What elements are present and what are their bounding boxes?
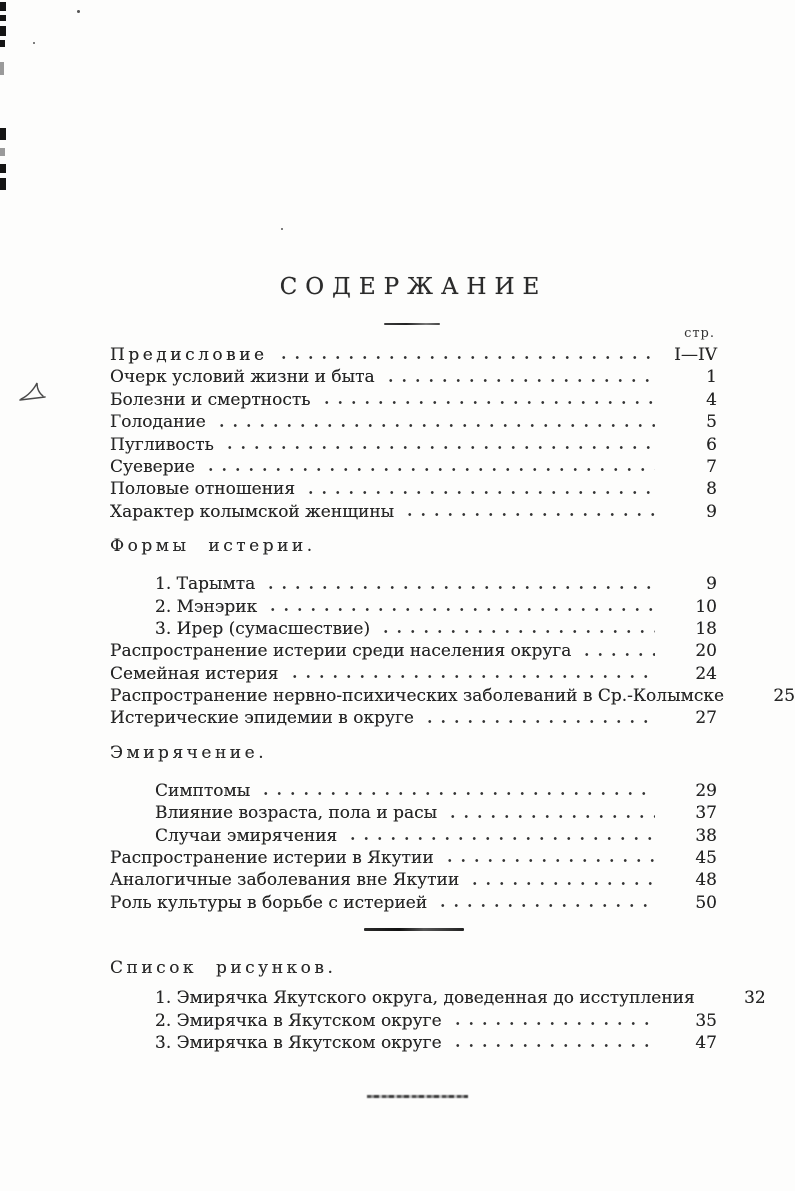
page-number: 50 xyxy=(695,892,717,913)
toc-row xyxy=(110,892,717,914)
section-heading: Формы истерии. xyxy=(110,536,316,557)
dot-leader xyxy=(346,825,655,847)
toc-row xyxy=(110,434,717,456)
scan-artifact xyxy=(0,62,4,75)
scan-artifact xyxy=(0,2,6,11)
toc-row xyxy=(110,1032,717,1054)
dot-leader xyxy=(451,1032,655,1054)
scan-artifact xyxy=(0,15,6,21)
toc-row-label: Очерк условий жизни и быта xyxy=(110,367,375,388)
dot-leader xyxy=(223,434,655,456)
dot-leader xyxy=(446,802,655,824)
toc-row-label: Характер колымской женщины xyxy=(110,501,395,522)
page-title: СОДЕРЖАНИЕ xyxy=(279,274,548,300)
toc-row xyxy=(110,596,717,618)
toc-row-label: Влияние возраста, пола и расы xyxy=(155,803,438,824)
toc-row xyxy=(110,501,717,523)
toc-row xyxy=(110,780,717,802)
page-column-header: стр. xyxy=(684,326,715,341)
scan-artifact xyxy=(0,40,5,47)
toc xyxy=(110,326,795,1054)
scan-artifact xyxy=(0,164,6,173)
page-number: 47 xyxy=(695,1032,717,1053)
dot-leader xyxy=(379,618,655,640)
page-number: 48 xyxy=(695,870,717,891)
toc-row xyxy=(110,987,766,1009)
section-heading: Список рисунков. xyxy=(110,958,337,979)
scan-artifact xyxy=(0,178,6,190)
toc-row-label: 2. Эмирячка в Якутском округе xyxy=(155,1010,442,1031)
toc-row-label: 1. Эмирячка Якутского округа, доведенная до исступления xyxy=(155,988,695,1009)
page-number: 20 xyxy=(695,641,717,662)
scan-speck xyxy=(33,42,35,44)
toc-row-label: 3. Эмирячка в Якутском округе xyxy=(155,1032,442,1053)
toc-row xyxy=(110,618,717,640)
bottom-ornament xyxy=(367,1095,468,1098)
page-number: 5 xyxy=(706,412,717,433)
dot-leader xyxy=(403,501,655,523)
dot-leader xyxy=(468,869,655,891)
toc-row-label: Болезни и смертность xyxy=(110,389,311,410)
page-number: 45 xyxy=(695,848,717,869)
scan-speck xyxy=(281,228,283,230)
dot-leader xyxy=(436,892,655,914)
toc-body xyxy=(110,344,795,1054)
dot-leader xyxy=(288,663,655,685)
toc-row-label: Суеверие xyxy=(110,456,195,477)
toc-row-label: 3. Ирер (сумасшествие) xyxy=(155,618,371,639)
page-number: 27 xyxy=(695,708,717,729)
section-divider xyxy=(364,928,464,931)
toc-row xyxy=(110,825,717,847)
dot-leader xyxy=(259,780,655,802)
toc-row xyxy=(110,478,717,500)
dot-leader xyxy=(423,707,655,729)
page-number: 10 xyxy=(695,596,717,617)
toc-row-label: Распространение истерии среди населения округа xyxy=(110,641,572,662)
page-number: 9 xyxy=(706,501,717,522)
page-number: 4 xyxy=(706,389,717,410)
toc-row-label: Предисловие xyxy=(110,345,268,365)
page-number: 8 xyxy=(706,479,717,500)
dot-leader xyxy=(320,389,656,411)
toc-row xyxy=(110,663,717,685)
title-divider xyxy=(384,323,440,325)
toc-row xyxy=(110,847,717,869)
dot-leader xyxy=(443,847,655,869)
toc-row xyxy=(110,389,717,411)
toc-row-label: Симптомы xyxy=(155,780,251,801)
page-number: 32 xyxy=(744,988,766,1009)
toc-row-label: Аналогичные заболевания вне Якутии xyxy=(110,870,460,891)
toc-row-label: Распространение истерии в Якутии xyxy=(110,848,434,869)
section-heading: Эмирячение. xyxy=(110,742,268,763)
pencil-mark xyxy=(17,380,49,404)
dot-leader xyxy=(266,596,655,618)
toc-row xyxy=(110,685,795,707)
scan-artifact xyxy=(0,26,6,36)
toc-row xyxy=(110,1010,717,1032)
toc-row xyxy=(110,707,717,729)
toc-row-label: Истерические эпидемии в округе xyxy=(110,708,414,729)
toc-row-label: Половые отношения xyxy=(110,479,296,500)
page-number: 38 xyxy=(695,825,717,846)
toc-row-label: Роль культуры в борьбе с истерией xyxy=(110,892,428,913)
page-number: 37 xyxy=(695,803,717,824)
dot-leader xyxy=(277,344,655,366)
toc-row-label: Семейная истерия xyxy=(110,663,279,684)
toc-row xyxy=(110,573,717,595)
toc-row xyxy=(110,869,717,891)
toc-row xyxy=(110,344,717,366)
dot-leader xyxy=(204,456,655,478)
scan-speck xyxy=(77,10,80,13)
toc-row-label: 2. Мэнэрик xyxy=(155,596,258,617)
dot-leader xyxy=(384,366,655,388)
toc-row xyxy=(110,456,717,478)
dot-leader xyxy=(264,573,655,595)
scan-artifact xyxy=(0,128,6,140)
page-number: I—IV xyxy=(674,345,717,365)
toc-row xyxy=(110,802,717,824)
toc-row xyxy=(110,640,717,662)
page-number: 18 xyxy=(695,618,717,639)
scan-artifact xyxy=(0,148,5,156)
page-number: 25 xyxy=(773,686,795,707)
page-number: 29 xyxy=(695,780,717,801)
page-number: 6 xyxy=(706,434,717,455)
toc-row-label: 1. Тарымта xyxy=(155,574,256,595)
toc-row xyxy=(110,366,717,388)
page-number: 35 xyxy=(695,1010,717,1031)
page-number: 7 xyxy=(706,456,717,477)
dot-leader xyxy=(215,411,655,433)
toc-row xyxy=(110,411,717,433)
page-number: 24 xyxy=(695,663,717,684)
toc-row-label: Пугливость xyxy=(110,434,214,455)
toc-row-label: Распространение нервно-психических заболеваний в Ср.-Колымске xyxy=(110,686,725,707)
page-number: 9 xyxy=(706,574,717,595)
page-number: 1 xyxy=(706,367,717,388)
toc-row-label: Случаи эмирячения xyxy=(155,825,338,846)
dot-leader xyxy=(451,1010,655,1032)
toc-row-label: Голодание xyxy=(110,412,206,433)
dot-leader xyxy=(580,640,655,662)
dot-leader xyxy=(304,478,655,500)
